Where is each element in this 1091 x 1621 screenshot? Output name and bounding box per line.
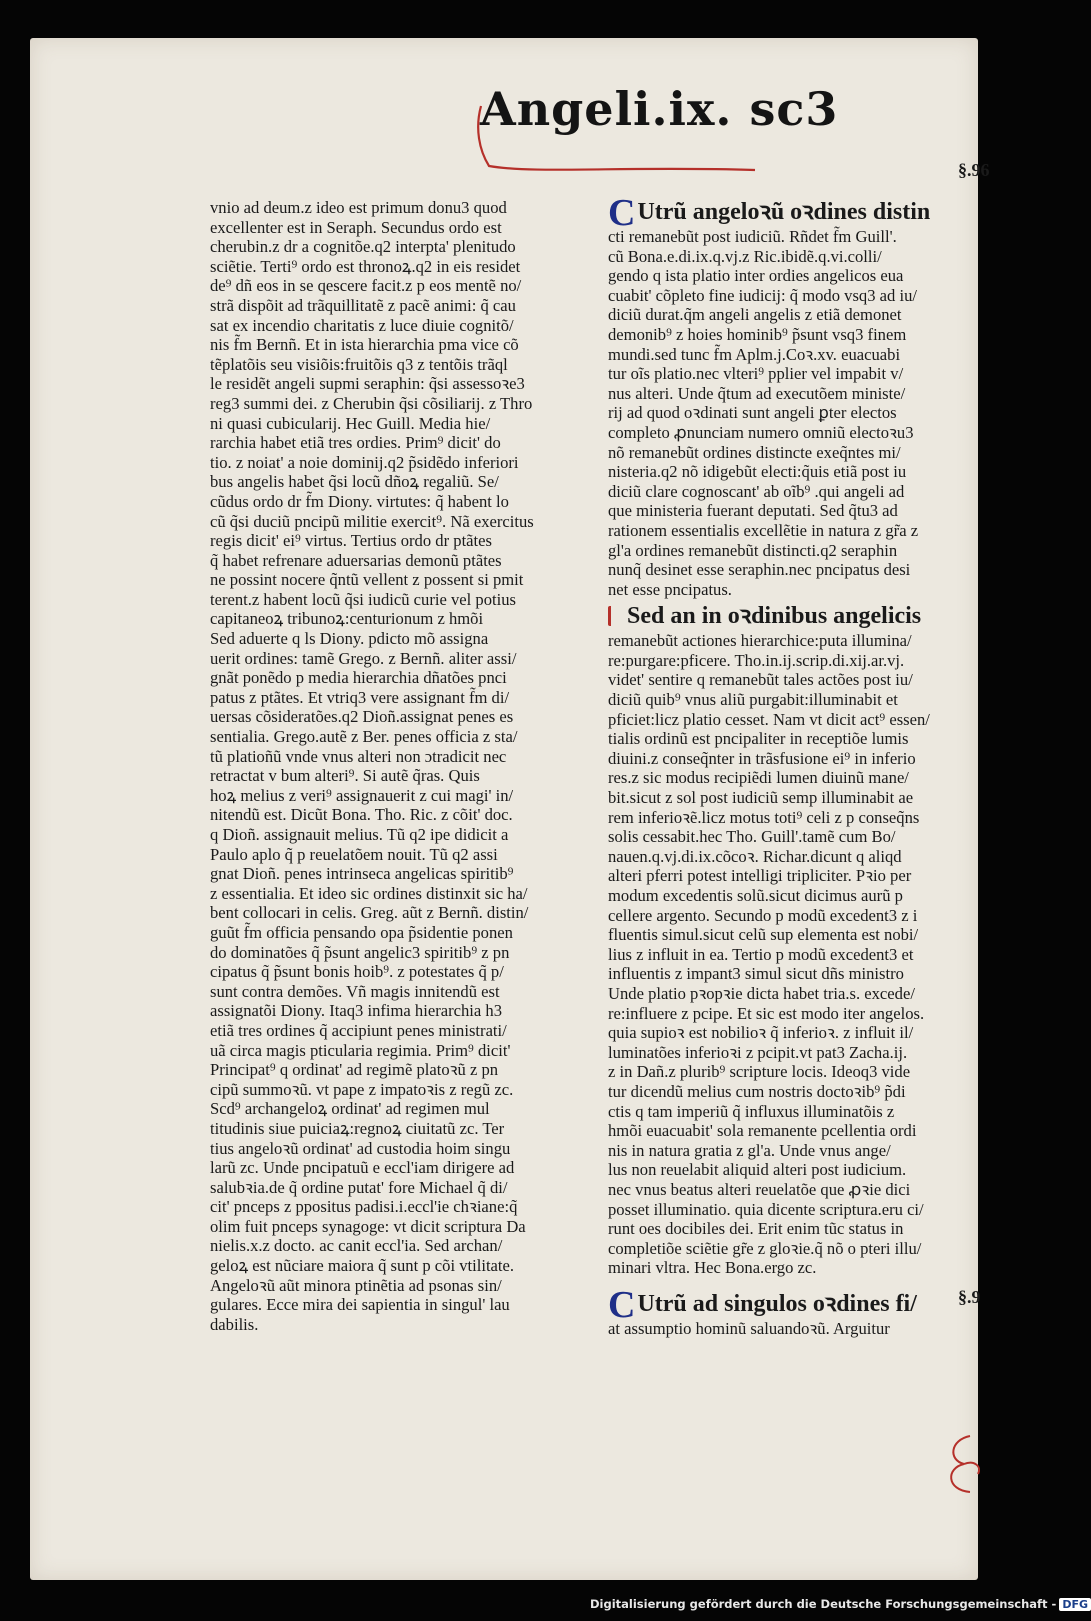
- text-line: strã dispõit ad trãquillitatẽ z pacẽ animi: q̃ cau: [210, 295, 516, 315]
- page-title: Angeli.ix. sc3: [480, 82, 839, 136]
- right-block-3: [608, 1319, 984, 1339]
- text-line: tur oĩs platio.nec vlteri⁹ pplier vel impabit v/: [608, 364, 904, 384]
- text-line: guũt f̃m officia pensando opa p̃sidentie ponen: [210, 922, 513, 942]
- text-line: ctis q tam imperiũ q̃ influxus illuminatõis z: [608, 1101, 895, 1121]
- text-line: diciũ durat.q̃m angeli angelis z etiã demonet: [608, 305, 902, 325]
- text-line: capitaneoꝝ tribunoꝝ:centurionum z hmõi: [210, 609, 484, 629]
- text-line: uã circa magis pticularia regimia. Prim⁹ dicit': [210, 1040, 511, 1060]
- text-line: mundi.sed tunc f̃m Aplm.j.Coꝛ.xv. euacuabi: [608, 344, 901, 364]
- dfg-logo: DFG: [1059, 1598, 1091, 1611]
- text-line: Scd⁹ archangeloꝝ ordinat' ad regimen mul: [210, 1099, 490, 1119]
- text-line: Sed aduerte q ls Diony. pdicto mõ assigna: [210, 629, 489, 649]
- text-line: cũ q̃si duciũ pncipũ militie exercit⁹. Nã exercitus: [210, 511, 534, 531]
- text-line: nus alteri. Unde q̃tum ad executõem ministe/: [608, 383, 906, 403]
- text-line: cellere argento. Secundo p modũ excedent3 z i: [608, 905, 918, 925]
- text-line: hoꝝ melius z veri⁹ assignauerit z cui magi' in/: [210, 785, 514, 805]
- text-line: q Dioñ. assignauit melius. Tũ q2 ipe didicit a: [210, 825, 509, 844]
- text-line: lus non reuelabit aliquid alteri post iudicium.: [608, 1160, 907, 1180]
- section-mark-96: §.96: [958, 160, 990, 180]
- text-line: sentialia. Grego.autẽ z Ber. penes officia z sta/: [210, 727, 518, 747]
- footer-credit: [590, 1597, 1091, 1611]
- text-line: que ministeria fuerant deputati. Sed q̃tu3 ad: [608, 501, 898, 521]
- text-line: nielis.x.z docto. ac canit eccl'ia. Sed archan/: [210, 1236, 503, 1256]
- left-text-column: [210, 198, 581, 1334]
- text-line: le residẽt angeli supmi seraphin: q̃si assessoꝛe3: [210, 374, 525, 394]
- manuscript-page: [30, 38, 978, 1580]
- text-line: terent.z habent locũ q̃si iudicũ curie vel potius: [210, 589, 516, 609]
- text-line: cuabit' cõpleto fine iudicij: q̃ modo vsq3 ad iu/: [608, 285, 917, 305]
- text-line: tialis ordinũ est pncipaliter in receptiõe lumis: [608, 729, 909, 749]
- text-line: diciũ quib⁹ vnus aliũ purgabit:illuminabit et: [608, 690, 898, 710]
- title-flourish-mark: [475, 98, 765, 178]
- text-line: de⁹ dñ eos in se qescere facit.z p eos mentẽ no/: [210, 276, 522, 296]
- text-line: pficiet:licz platio cesset. Nam vt dicit act⁹ essen/: [608, 709, 930, 729]
- text-line: titudinis siue puiciaꝝ:regnoꝝ ciuitatũ zc. Ter: [210, 1118, 505, 1138]
- text-line: cti remanebũt post iudiciũ. Rñdet f̃m Guill'.: [608, 227, 897, 246]
- text-line: videt' sentire q remanebũt tales actões post iu/: [608, 670, 913, 690]
- text-line: bit.sicut z sol post iudiciũ semp illuminabit ae: [608, 788, 914, 808]
- text-line: patus z ptãtes. Et vtriq3 vere assignant f̃m di/: [210, 687, 510, 707]
- text-line: salubꝛia.de q̃ ordine putat' fore Michael q̃ di/: [210, 1177, 508, 1197]
- text-line: nisteria.q2 nõ idigebũt electi:q̃uis etiã post iu: [608, 462, 907, 482]
- text-line: nunq̃ desinet esse seraphin.nec pncipatus desi: [608, 560, 911, 580]
- text-line: cũ Bona.e.di.ix.q.vj.z Ric.ibidẽ.q.vi.colli/: [608, 246, 882, 266]
- text-line: cũdus ordo dr f̃m Diony. virtutes: q̃ habent lo: [210, 491, 509, 511]
- text-line: Angeloꝛũ aũt minora ptinẽtia ad psonas sin/: [210, 1275, 502, 1295]
- text-line: rem inferioꝛẽ.licz motus toti⁹ celi z p conseq̃ns: [608, 807, 920, 827]
- text-line: cherubin.z dr a cognitõe.q2 interpta' plenitudo: [210, 237, 516, 257]
- text-line: at assumptio hominũ saluandoꝛũ. Arguitur: [608, 1318, 890, 1338]
- text-line: tẽplatõis seu visiõis:fruitõis q3 z tentõis trãql: [210, 354, 508, 374]
- text-line: rarchia habet etiã tres ordies. Prim⁹ dicit' do: [210, 433, 501, 453]
- blue-initial: C: [608, 192, 636, 234]
- text-line: modum excedentis solũ.sicut dicimus aurũ p: [608, 886, 903, 905]
- text-line: bus angelis habet q̃si locũ dñoꝝ regaliũ. Se/: [210, 472, 499, 492]
- text-line: re:purgare:pficere. Tho.in.ij.scrip.di.xij.ar.vj.: [608, 650, 905, 670]
- text-line: nõ remanebũt ordines distincte exeq̃ntes mi/: [608, 442, 901, 462]
- text-line: olim fuit pnceps synagoge: vt dicit scriptura Da: [210, 1216, 526, 1236]
- right-heading-3: CUtrũ ad singulos oꝛdines fi/: [608, 1283, 917, 1326]
- text-line: geloꝝ est nũciare maiora q̃ sunt p cõi vtilitate.: [210, 1256, 515, 1276]
- text-line: tius angeloꝛũ ordinat' ad custodia hoim singu: [210, 1138, 511, 1158]
- text-line: ne possint nocere q̃ntũ vellent z possent si pmit: [210, 570, 524, 590]
- text-line: remanebũt actiones hierarchice:puta illumina/: [608, 631, 912, 651]
- text-line: rationem essentialis excellẽtie in natura z gr̃a z: [608, 520, 919, 540]
- right-heading-1: CUtrũ angeloꝛũ oꝛdines distin: [608, 192, 931, 234]
- text-line: regis dicit' ei⁹ virtus. Tertius ordo dr ptãtes: [210, 531, 492, 551]
- text-line: uersas cõsideratões.q2 Dioñ.assignat penes es: [210, 707, 514, 727]
- text-line: Paulo aplo q̃ p reuelatõem nouit. Tũ q2 assi: [210, 844, 498, 864]
- blue-initial: C: [608, 1283, 636, 1326]
- right-heading-2: Sed an in oꝛdinibus angelicis: [608, 602, 984, 631]
- text-line: nis f̃m Bernñ. Et in ista hierarchia pma vice cõ: [210, 335, 519, 355]
- text-line: sat ex incendio charitatis z luce diuie cognitõ/: [210, 315, 514, 335]
- text-line: cipũ summoꝛũ. vt pape z impatoꝛis z regũ zc.: [210, 1079, 514, 1099]
- text-line: alteri pferri potest intelligi tripliciter. Pꝛio per: [608, 866, 912, 886]
- text-line: lius z influit in ea. Tertio p modũ excedent3 et: [608, 944, 914, 964]
- right-text-column: [608, 192, 984, 1338]
- text-line: z in Dañ.z plurib⁹ scripture locis. Ideoq3 vide: [608, 1062, 911, 1082]
- text-line: solis cessabit.hec Tho. Guill'.tamẽ cum Bo/: [608, 827, 896, 847]
- section-mark-9: §.9: [958, 1287, 981, 1307]
- text-line: Principat⁹ q ordinat' ad regimẽ platoꝛũ z pn: [210, 1060, 499, 1080]
- right-block-2: [608, 631, 984, 1278]
- right-block-1: [608, 227, 984, 599]
- text-line: quia supioꝛ est nobilioꝛ q̃ inferioꝛ. z influit il/: [608, 1023, 914, 1043]
- text-line: tio. z noiat' a noie dominij.q2 p̃sidẽdo inferiori: [210, 452, 519, 472]
- footer-text: Digitalisierung gefördert durch die Deutsche Forschungsgemeinschaft -: [590, 1597, 1057, 1611]
- text-line: hmõi euacuabit' sola remanente pcellentia ordi: [608, 1121, 917, 1141]
- text-line: tũ platioñũ vnde vnus alteri non ɔtradicit nec: [210, 746, 507, 766]
- text-line: nis in natura gratia z gl'a. Unde vnus ange/: [608, 1140, 891, 1160]
- text-line: gl'a ordines remanebũt distincti.q2 seraphin: [608, 540, 898, 560]
- text-line: gnat Dioñ. penes intrinseca angelicas spiritib⁹: [210, 864, 514, 884]
- text-line: bent collocari in celis. Greg. aũt z Bernñ. distin/: [210, 903, 529, 923]
- text-line: completo ꝓnunciam numero omniũ electoꝛu3: [608, 422, 914, 442]
- red-flourish-icon: [940, 1430, 990, 1500]
- text-line: reg3 summi dei. z Cherubin q̃si cõsiliarij. z Thro: [210, 393, 533, 413]
- text-line: diciũ clare cognoscant' ab oĩb⁹ .qui angeli ad: [608, 481, 905, 501]
- text-line: etiã tres ordines q̃ accipiunt penes ministrati/: [210, 1020, 507, 1040]
- text-line: uerit ordines: tamẽ Grego. z Bernñ. aliter assi/: [210, 648, 517, 668]
- text-line: nauen.q.vj.di.ix.cõcoꝛ. Richar.dicunt q aliqd: [608, 846, 902, 866]
- text-line: diuini.z conseq̃nter in trãsfusione ei⁹ in inferio: [608, 748, 916, 768]
- text-line: do dominatões q̃ p̃sunt angelic3 spiritib⁹ z pn: [210, 942, 510, 962]
- text-line: luminatões inferioꝛi z pcipit.vt pat3 Zacha.ij.: [608, 1042, 908, 1062]
- text-line: fluentis simul.sicut celũ sup elementa est nobi/: [608, 925, 919, 945]
- text-line: nec vnus beatus alteri reuelatõe que ꝓꝛie dici: [608, 1179, 911, 1199]
- text-line: cipatus q̃ p̃sunt bonis hoib⁹. z potestates q̃ p/: [210, 962, 504, 982]
- text-line: net esse pncipatus.: [608, 579, 732, 599]
- text-line: Unde platio pꝛopꝛie dicta habet tria.s. excede/: [608, 983, 915, 1003]
- text-line: sciẽtie. Terti⁹ ordo est thronoꝝ.q2 in eis residet: [210, 256, 521, 276]
- text-line: minari vltra. Hec Bona.ergo zc.: [608, 1258, 817, 1278]
- text-line: nitendũ est. Dicũt Bona. Tho. Ric. z cõit' doc.: [210, 805, 513, 825]
- text-line: tur dicendũ melius cum nostris doctoꝛib⁹ p̃di: [608, 1081, 906, 1101]
- text-line: retractat v bum alteri⁹. Si autẽ q̃ras. Quis: [210, 766, 480, 786]
- text-line: rij ad quod oꝛdinati sunt angeli ꝑter electos: [608, 403, 897, 423]
- text-line: vnio ad deum.z ideo est primum donu3 quod: [210, 198, 507, 217]
- text-line: completiõe sciẽtie gr̃e z gloꝛie.q̃ nõ o pteri illu/: [608, 1238, 922, 1258]
- text-line: re:influere z pcipe. Et sic est modo iter angelos.: [608, 1003, 925, 1023]
- text-line: sunt contra demões. Vñ magis innitendũ est: [210, 981, 500, 1001]
- text-line: gendo q ista platio inter ordies angelicos eua: [608, 266, 904, 286]
- text-line: posset illuminatio. quia dicente scriptura.eru ci/: [608, 1199, 924, 1219]
- text-line: z essentialia. Et ideo sic ordines distinxit sic ha/: [210, 883, 528, 903]
- text-line: demonib⁹ z hoies hominib⁹ p̃sunt vsq3 finem: [608, 324, 907, 344]
- text-line: q̃ habet refrenare aduersarias demonũ ptãtes: [210, 550, 502, 570]
- text-line: larũ zc. Unde pncipatuũ e eccl'iam dirigere ad: [210, 1158, 515, 1178]
- text-line: influentis z impant3 simul sicut dñs ministro: [608, 964, 904, 984]
- text-line: runt oes docibiles dei. Erit enim tũc status in: [608, 1219, 904, 1239]
- text-line: assignatõi Diony. Itaq3 infima hierarchia h3: [210, 1001, 502, 1021]
- text-line: excellenter est in Seraph. Secundus ordo est: [210, 217, 502, 237]
- text-line: dabilis.: [210, 1314, 259, 1334]
- text-line: gulares. Ecce mira dei sapientia in singul' lau: [210, 1295, 510, 1315]
- text-line: ni quasi cubicularij. Hec Guill. Media hie/: [210, 413, 491, 433]
- text-line: gnãt ponẽdo p media hierarchia dñatões pnci: [210, 668, 507, 688]
- red-paragraph-mark: [608, 606, 625, 626]
- text-line: res.z sic modus recipiẽdi lumen diuinũ mane/: [608, 768, 909, 788]
- text-line: cit' pnceps z ppositus padisi.i.eccl'ie chꝛiane:q̃: [210, 1197, 518, 1217]
